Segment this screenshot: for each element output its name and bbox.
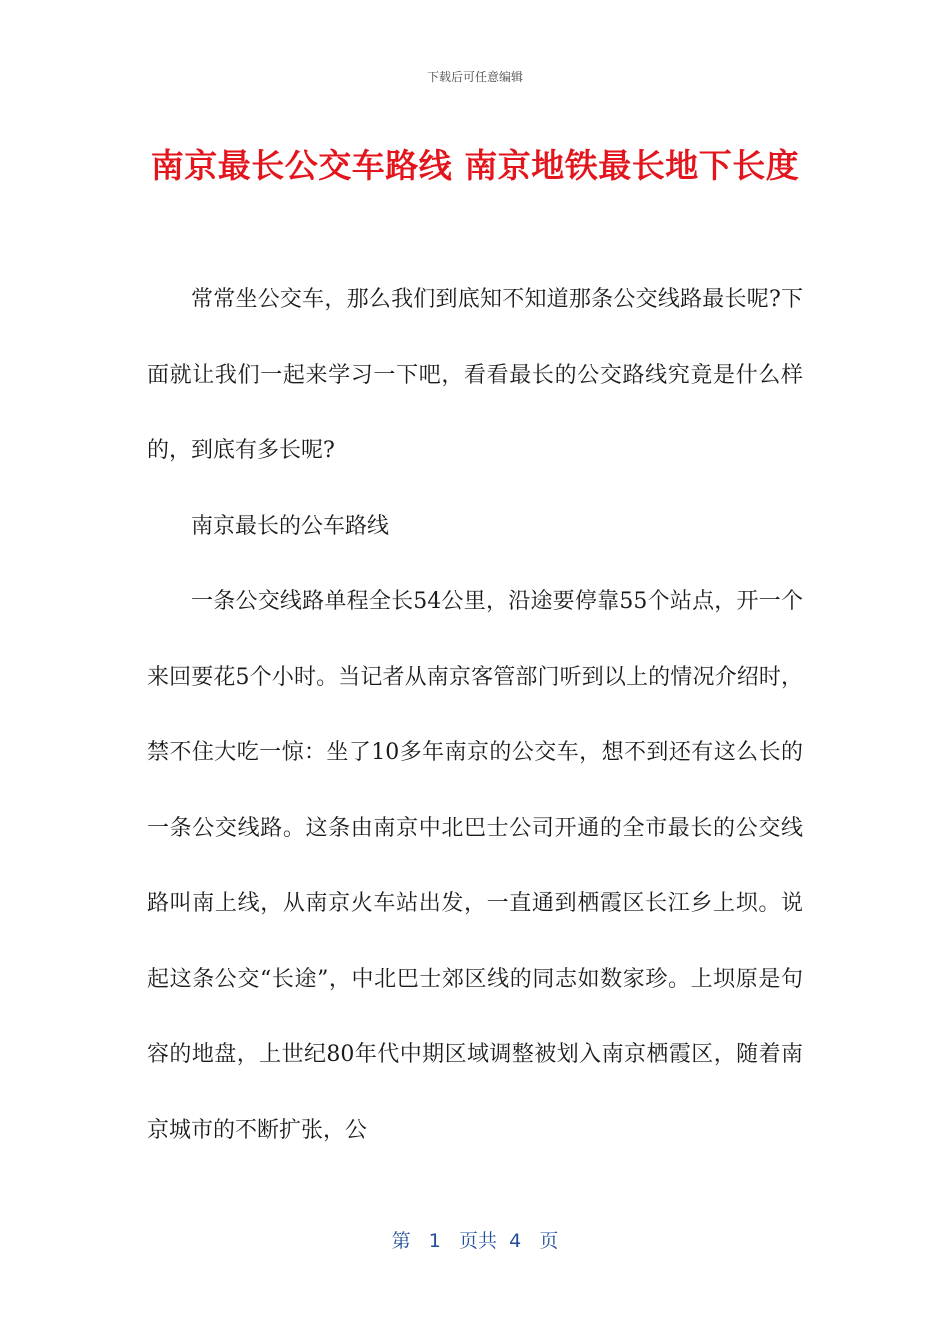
- document-body: [147, 262, 803, 1168]
- paragraph-subheading: 南京最长的公车路线: [191, 513, 390, 539]
- footer-current-page: 1: [428, 1230, 441, 1252]
- footer-prefix: 第: [391, 1230, 411, 1252]
- paragraph-intro: 常常坐公交车，那么我们到底知不知道那条公交线路最长呢?下面就让我们一起来学习一下吧，看看最长的公交路线究竟是什么样的，到底有多长呢?: [147, 287, 803, 463]
- document-title: 南京最长公交车路线 南京地铁最长地下长度: [150, 146, 800, 185]
- paragraph-main: 一条公交线路单程全长54公里，沿途要停靠55个站点，开一个来回要花5个小时。当记者从南京客管部门听到以上的情况介绍时，禁不住大吃一惊：坐了10多年南京的公交车，想不到还有这么长的一条公交线路。这条由南京中北巴士公司开通的全市最长的公交线路叫南上线，从南京火车站出发，一直通到栖霞区长江乡上坝。说起这条公交“长途”，中北巴士郊区线的同志如数家珍。上坝原是句容的地盘，上世纪80年代中期区域调整被划入南京栖霞区，随着南京城市的不断扩张，公: [147, 589, 803, 1143]
- footer-mid: 页共: [459, 1230, 498, 1252]
- page-header: 下载后可任意编辑: [426, 70, 523, 84]
- footer-total-pages: 4: [509, 1230, 522, 1252]
- footer-suffix: 页: [539, 1230, 559, 1252]
- page-footer: [0, 1226, 950, 1253]
